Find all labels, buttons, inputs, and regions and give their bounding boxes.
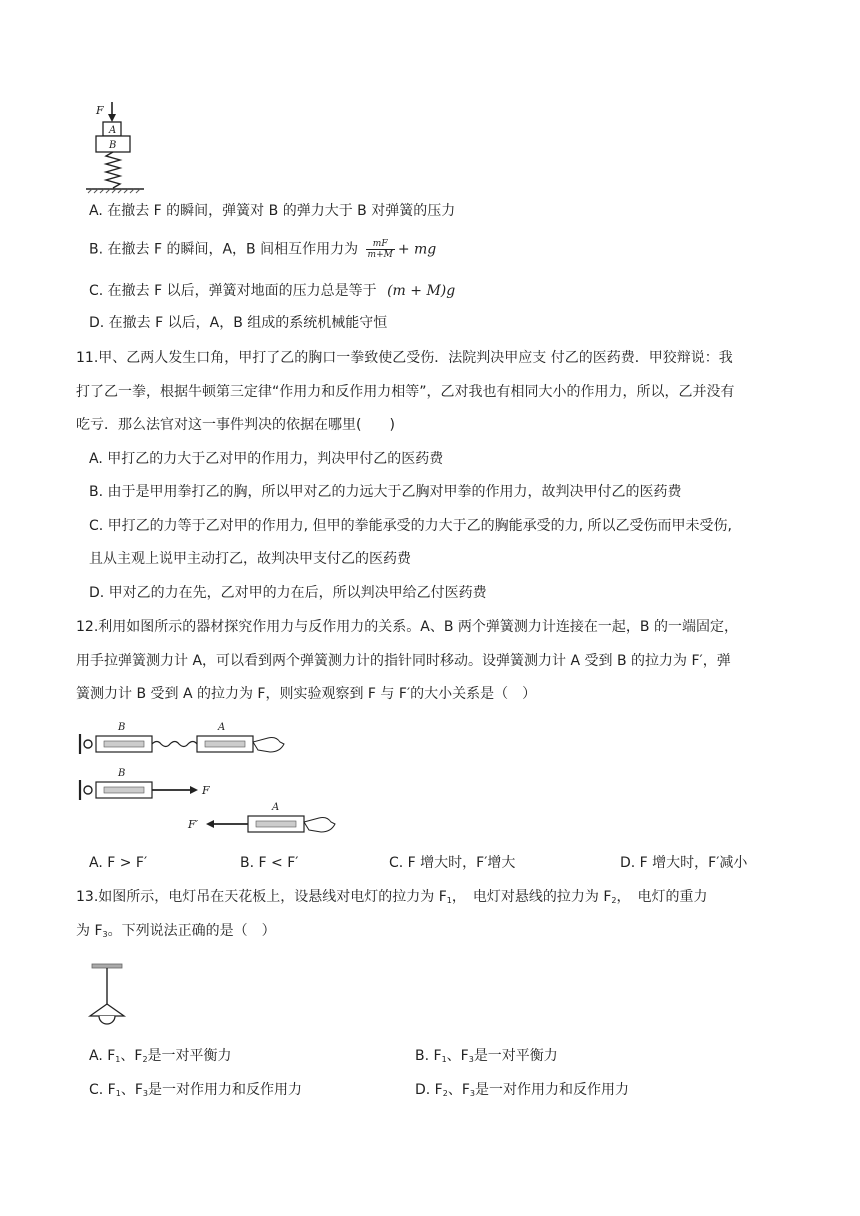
q13-option-d[interactable]: D. $F_2$、$F_3$是一对作用力和反作用力: [415, 1082, 629, 1098]
q10-option-b-text: B. 在撤去 F 的瞬间，A，B 间相互作用力为: [89, 241, 359, 258]
q11-option-c-line2[interactable]: 且从主观上说甲主动打乙，故判决甲支付乙的医药费: [89, 551, 411, 567]
q13-option-a[interactable]: A. $F_1$、$F_2$是一对平衡力: [89, 1048, 232, 1064]
meter-b-label: B: [118, 722, 126, 733]
q13-option-b[interactable]: B. $F_1$、$F_3$是一对平衡力: [415, 1048, 558, 1064]
q12-option-d[interactable]: D. F 增大时，F′减小: [620, 855, 748, 871]
q13-stem-line1: 13.如图所示，电灯吊在天花板上，设悬线对电灯的拉力为 $F_1$， 电灯对悬线的拉力为 $F_2$， 电灯的重力: [76, 889, 708, 905]
block-b-label: B: [109, 140, 117, 151]
q12-option-c[interactable]: C. F 增大时，F′增大: [389, 855, 516, 871]
lamp-figure: [84, 962, 132, 1030]
q11-stem-line1: 11.甲、乙两人发生口角，甲打了乙的胸口一拳致使乙受伤．法院判决甲应支 付乙的医药费．甲狡辩说：我: [76, 350, 733, 366]
q11-option-c-line1[interactable]: C. 甲打乙的力等于乙对甲的作用力, 但甲的拳能承受的力大于乙的胸能承受的力, 所以乙受伤而甲未受伤,: [89, 518, 732, 534]
q11-stem-line2: 打了乙一拳，根据牛顿第三定律“作用力和反作用力相等”，乙对我也有相同大小的作用力，所以，乙并没有: [76, 384, 735, 400]
q12-option-b[interactable]: B. F < F′: [240, 855, 299, 871]
hand-icon: [253, 738, 284, 753]
q10-option-a[interactable]: A. 在撤去 F 的瞬间，弹簧对 B 的弹力大于 B 对弹簧的压力: [89, 203, 456, 219]
q13-option-c[interactable]: C. $F_1$、$F_3$是一对作用力和反作用力: [89, 1082, 302, 1098]
q13-stem-line2: 为 $F_3$。下列说法正确的是（ ）: [76, 923, 276, 939]
q11-option-a[interactable]: A. 甲打乙的力大于乙对甲的作用力，判决甲付乙的医药费: [89, 451, 444, 467]
q11-option-b[interactable]: B. 由于是甲用拳打乙的胸，所以甲对乙的力远大于乙胸对甲拳的作用力，故判决甲付乙的医药费: [89, 484, 682, 500]
q10-option-b[interactable]: B. 在撤去 F 的瞬间，A，B 间相互作用力为 $\frac{mF}{m+M}$ + mg: [89, 239, 437, 260]
force-label: F: [96, 104, 104, 117]
q10-option-c[interactable]: C. 在撤去 F 以后，弹簧对地面的压力总是等于 (m + M)g: [89, 283, 456, 299]
meter-a-label: A: [218, 722, 226, 733]
q11-option-d[interactable]: D. 甲对乙的力在先，乙对甲的力在后，所以判决甲给乙付医药费: [89, 585, 487, 601]
q11-stem-line3: 吃亏．那么法官对这一事件判决的依据在哪里( ): [76, 417, 395, 433]
bulb-icon: [99, 1016, 115, 1024]
block-a-label: A: [109, 125, 117, 136]
spring: [106, 152, 120, 188]
q12-option-a[interactable]: A. F > F′: [89, 855, 148, 871]
q10-option-d[interactable]: D. 在撤去 F 以后，A，B 组成的系统机械能守恒: [89, 315, 388, 331]
fraction: $\frac{mF}{m+M}$: [367, 239, 393, 260]
lamp-shade: [90, 1004, 124, 1016]
q12-stem-line3: 簧测力计 B 受到 A 的拉力为 F，则实验观察到 F 与 F′的大小关系是（ ）: [76, 686, 537, 702]
ceiling: [92, 964, 122, 968]
q12-stem-line1: 12.利用如图所示的器材探究作用力与反作用力的关系。A、B 两个弹簧测力计连接在一起，B 的一端固定，: [76, 619, 738, 635]
force-f-label: F: [202, 784, 210, 797]
spring-meter-figure: [78, 716, 340, 842]
q12-stem-line2: 用手拉弹簧测力计 A，可以看到两个弹簧测力计的指针同时移动。设弹簧测力计 A 受到 B 的拉力为 F′，弹: [76, 653, 731, 669]
svg-text:A: A: [272, 802, 280, 813]
block-spring-figure: [84, 100, 148, 196]
force-f-prime-label: F′: [188, 818, 199, 831]
svg-text:B: B: [118, 768, 126, 779]
